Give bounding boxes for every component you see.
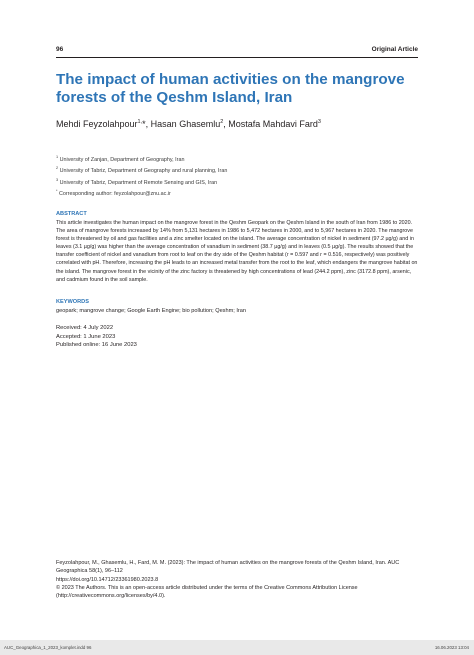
abstract-body: This article investigates the human impact on the mangrove forest in the Qeshm Geopark on the Qeshm Island in the south of Iran from 1986 to 2020. The area of mangrove forests increased by 14% from 5,131 hectares in 1986 to 5,472 hectares in 2000, and to 5,967 hectares in 2020. The mangrove forest is threatened by oil and gas facilities and a zinc smelter located on the island. The average concentration of nickel in sediment (97.2 µg/g) and in leaves (3.1 µg/g) was higher than the average concentration of vanadium in sediment (38.7 µg/g) and in leaves (0.5 µg/g). The results showed that the transfer coefficient of nickel and vanadium from root to leaf on the dry side of the Qeshm habitat (r = 0.597 and r = 0.516, respectively) was positively correlated with pH. Therefore, increasing the pH leads to an increased metal transfer from the root to the leaf, which endangers the mangrove habitat on the island. The mangrove forest in the vicinity of the zinc factory is threatened by high concentrations of lead (244.2 ppm), zinc (3172.8 ppm), arsenic, and cadmium found in the soil sample. (56, 220, 418, 283)
affiliation-text: University of Tabriz, Department of Geography and rural planning, Iran (59, 168, 228, 175)
received-date: Received: 4 July 2022 (56, 325, 114, 331)
affiliation-item (56, 187, 418, 198)
doi-link[interactable]: https://doi.org/10.14712/23361980.2023.8 (56, 576, 159, 583)
print-date-stamp: 16.06.2023 13:04 (434, 645, 469, 650)
author-list: Mehdi Feyzolahpour$^{1,}$*, Hasan Ghasemlu$^2$, Mostafa Mahdavi Fard$^3$ (56, 119, 321, 129)
affiliation-list (56, 153, 418, 198)
author-affiliation-marker: 3 (317, 119, 321, 125)
affiliation-text: University of Zanjan, Department of Geography, Iran (59, 156, 185, 163)
author-affiliation-marker: 1, (137, 119, 143, 125)
author-name: Hasan Ghasemlu (150, 119, 221, 129)
affiliation-marker: * (56, 188, 58, 193)
affiliation-marker: 2 (56, 166, 59, 171)
citation-block (56, 559, 418, 600)
affiliation-text: University of Tabriz, Department of Remote Sensing and GIS, Iran (59, 179, 218, 186)
author-name: Mostafa Mahdavi Fard (228, 119, 318, 129)
header-divider (56, 57, 418, 58)
affiliation-item (56, 164, 418, 175)
affiliation-marker: 1 (56, 155, 59, 159)
citation-reference: Feyzolahpour, M., Ghasemlu, H., Fard, M. M. (2023): The impact of human activities on the mangrove forests of the Qeshm Island, Iran. AUC Geographica 58(1), 96–112 (56, 560, 400, 575)
author-name: Mehdi Feyzolahpour (56, 119, 138, 129)
article-type-label: Original Article (371, 46, 418, 53)
license-statement: © 2023 The Authors. This is an open-access article distributed under the terms of the Creative Commons Attribution License (http://creativecommons.org/licenses/by/4.0). (56, 584, 358, 600)
corresponding-author-marker: * (142, 119, 146, 129)
keywords-list: geopark; mangrove change; Google Earth Engine; bio pollution; Qeshm; Iran (56, 308, 246, 314)
affiliation-marker: 3 (56, 177, 59, 182)
author-affiliation-marker: 2 (220, 119, 224, 125)
affiliation-item (56, 153, 418, 164)
affiliation-text: Corresponding author: feyzolahpour@znu.ac.ir (58, 190, 171, 197)
published-date: Published online: 16 June 2023 (56, 342, 137, 349)
affiliation-item (56, 176, 418, 187)
keywords-heading: KEYWORDS (56, 299, 89, 305)
page-number: 96 (56, 46, 64, 53)
article-title: The impact of human activities on the mangrove forests of the Qeshm Island, Iran (56, 71, 405, 106)
publication-dates (56, 324, 418, 350)
abstract-heading: ABSTRACT (56, 211, 87, 217)
accepted-date: Accepted: 1 June 2023 (56, 333, 116, 340)
print-file-name: AUC_Geographica_1_2023_komplet.indd 96 (4, 645, 92, 650)
